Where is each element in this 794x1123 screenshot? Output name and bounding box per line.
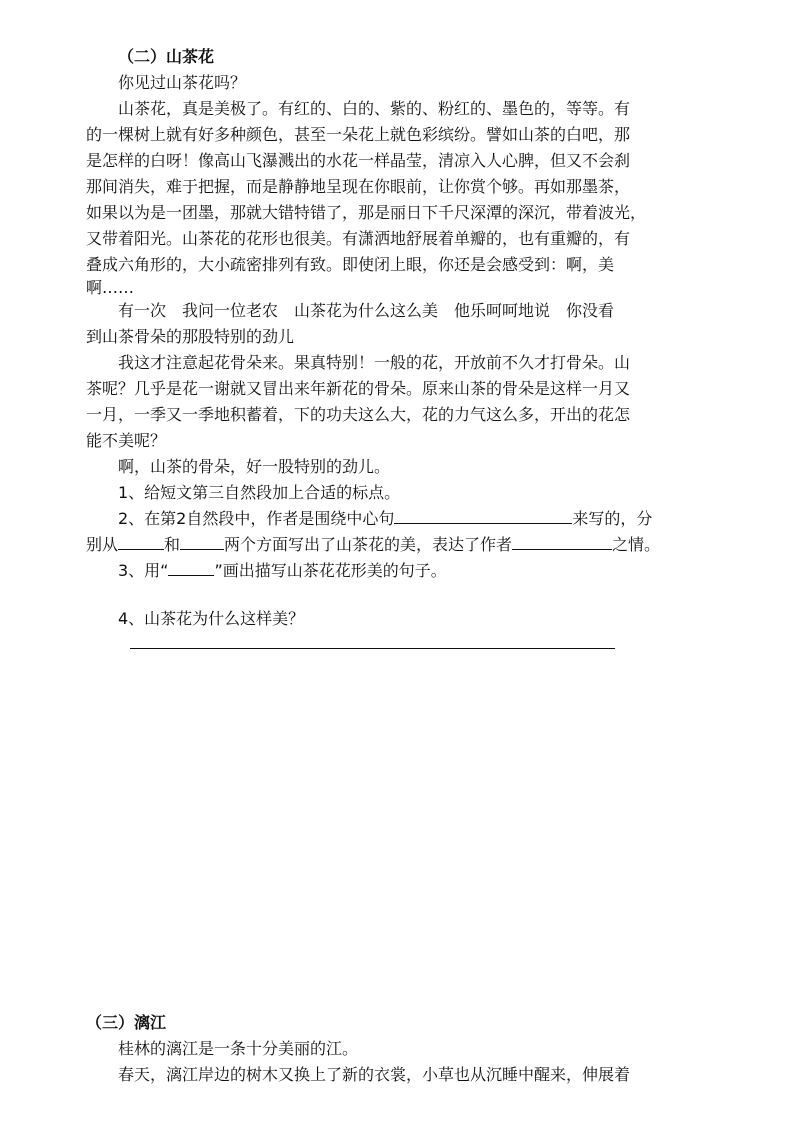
answer-blank-aspect-1[interactable] [118,533,164,550]
question-3-text: ”画出描写山茶花花形美的句子。 [214,561,447,580]
question-1: 1、给短文第三自然段加上合适的标点。 [118,483,401,502]
paragraph-line: 是怎样的白呀！像高山飞瀑溅出的水花一样晶莹，清凉入人心脾，但又不会刹 [86,151,631,170]
question-2-text: 别从 [86,535,119,554]
question-2-text: 和 [164,535,181,554]
paragraph-line: 桂林的漓江是一条十分美丽的江。 [118,1039,359,1058]
paragraph-line: 啊，山茶的骨朵，好一股特别的劲儿。 [118,457,391,476]
answer-blank-aspect-2[interactable] [180,533,224,550]
question-2-text: 之情。 [612,535,661,554]
section2-title: （二）山茶花 [118,47,215,66]
paragraph-line: 我这才注意起花骨朵来。果真特别！一般的花，开放前不久才打骨朵。山 [118,353,631,372]
paragraph-line: 山茶花，真是美极了。有红的、白的、紫的、粉红的、墨色的，等等。有 [118,99,631,118]
question-2-text: 来写的，分 [572,509,653,528]
answer-line-question-4[interactable] [130,648,615,649]
paragraph-line: 啊…… [86,278,135,297]
paragraph-line: 你见过山茶花吗？ [118,73,247,92]
paragraph-line: 又带着阳光。山茶花的花形也很美。有潇洒地舒展着单瓣的，也有重瓣的，有 [86,229,631,248]
paragraph-line: 一月，一季又一季地积蓄着，下的功夫这么大，花的力气这么多，开出的花怎 [86,405,631,424]
paragraph-line: 能不美呢？ [86,431,167,450]
paragraph-line: 如果以为是一团墨，那就大错特错了，那是丽日下千尺深潭的深沉，带着波光， [86,203,647,222]
question-2-line-2 [86,532,660,558]
paragraph-line: 的一棵树上就有好多种颜色，甚至一朵花上就色彩缤纷。譬如山茶的白吧，那 [86,125,631,144]
paragraph-line: 茶呢？几乎是花一谢就又冒出来年新花的骨朵。原来山茶的骨朵是这样一月又 [86,379,631,398]
question-2-text: 2、在第2自然段中，作者是围绕中心句 [118,509,395,528]
question-4: 4、山茶花为什么这样美？ [118,609,305,628]
question-3-text: 3、用“ [118,561,169,580]
underline-sample [168,559,214,576]
question-2-text: 两个方面写出了山茶花的美，表达了作者 [224,535,513,554]
question-3 [118,558,447,584]
paragraph-line: 叠成六角形的，大小疏密排列有致。即使闭上眼，你还是会感受到：啊，美 [86,255,615,274]
paragraph-line: 那间消失，难于把握，而是静静地呈现在你眼前，让你赏个够。再如那墨茶， [86,177,631,196]
answer-blank-feeling[interactable] [512,533,612,550]
question-2-line-1 [118,506,652,532]
section3-title: （三）漓江 [86,1013,167,1032]
paragraph-line: 到山茶骨朵的那股特别的劲儿 [86,327,295,346]
answer-blank-central-sentence[interactable] [394,507,572,524]
paragraph-line: 有一次 我问一位老农 山茶花为什么这么美 他乐呵呵地说 你没看 [118,301,615,320]
paragraph-line: 春天，漓江岸边的树木又换上了新的衣裳，小草也从沉睡中醒来，伸展着 [118,1065,631,1084]
